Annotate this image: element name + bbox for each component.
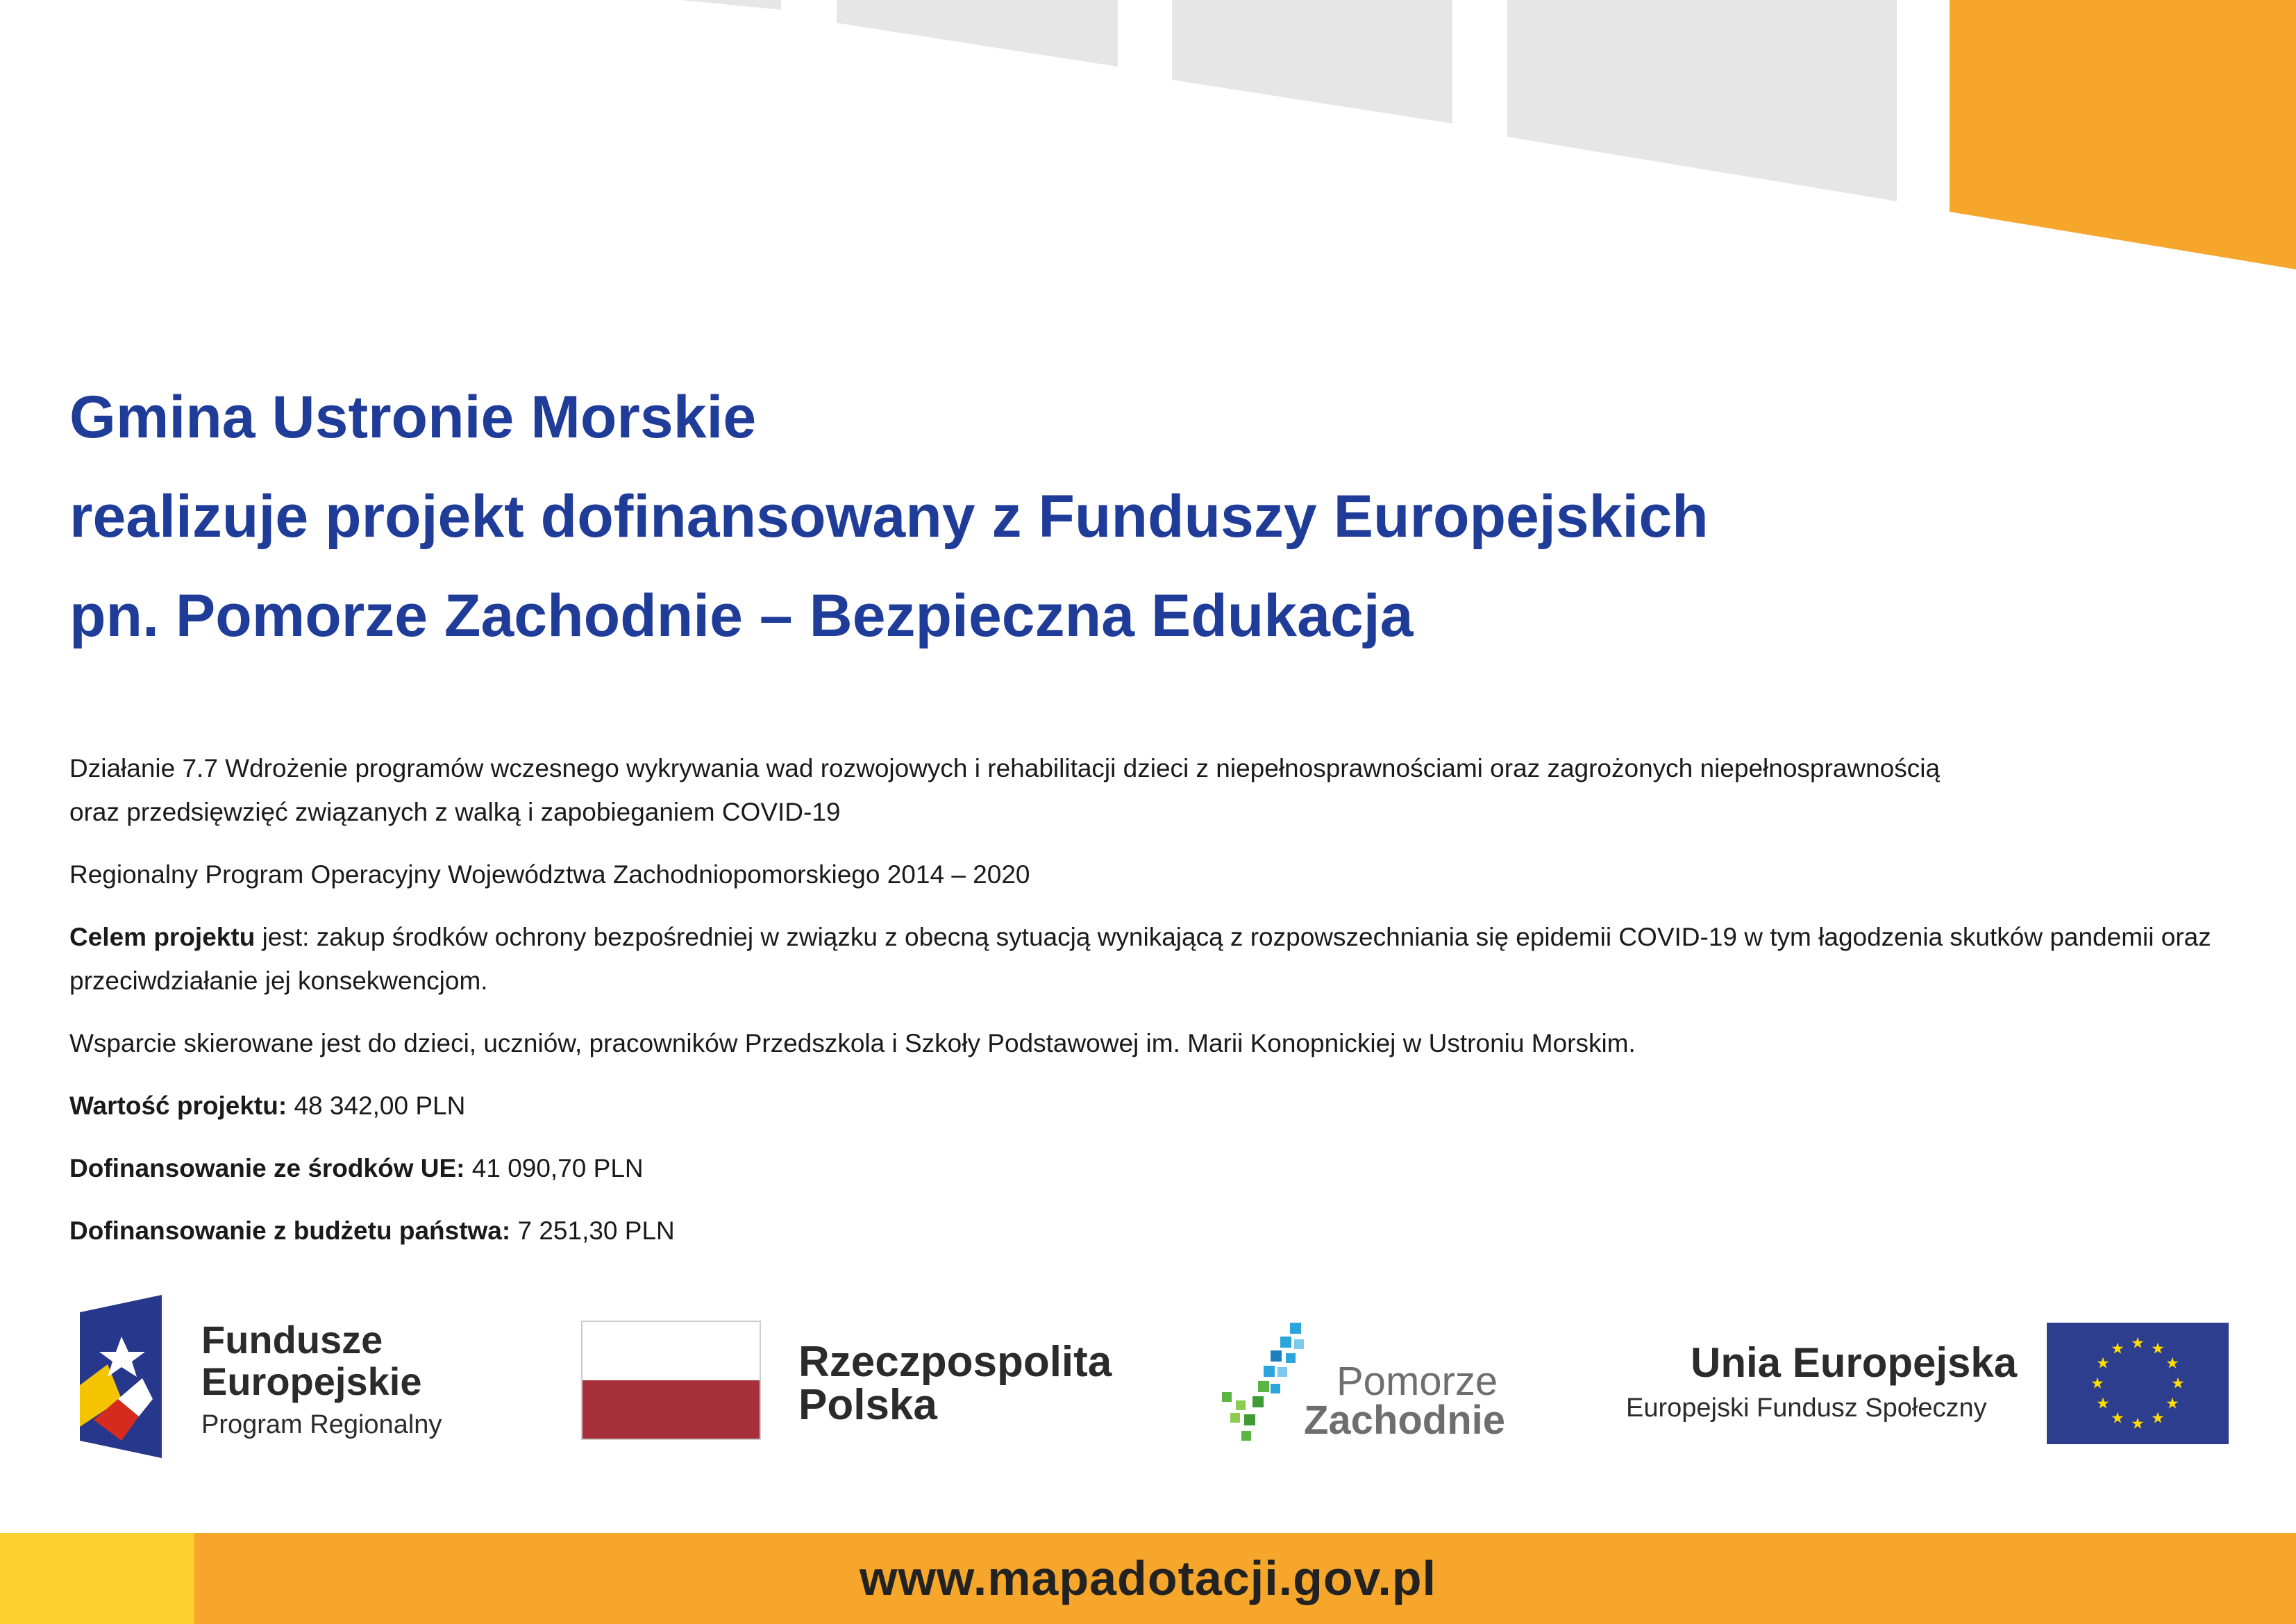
svg-text:★: ★ bbox=[2131, 1415, 2145, 1433]
value-line bbox=[69, 1084, 2236, 1128]
state-funding-amount: 7 251,30 PLN bbox=[510, 1216, 675, 1245]
pz-logo-line-2: Zachodnie bbox=[1304, 1398, 1506, 1443]
svg-text:★: ★ bbox=[2151, 1340, 2165, 1358]
svg-text:★: ★ bbox=[2151, 1409, 2165, 1428]
header-decoration bbox=[0, 0, 2296, 278]
pz-logo-line-1: Pomorze bbox=[1336, 1359, 1498, 1404]
goal-label: Celem projektu bbox=[69, 923, 255, 951]
program-paragraph: Regionalny Program Operacyjny Województwa Zachodniopomorskiego 2014 – 2020 bbox=[69, 860, 1030, 889]
svg-text:★: ★ bbox=[2165, 1355, 2179, 1373]
fundusze-europejskie-logo-icon bbox=[80, 1295, 163, 1458]
eu-funding-label: Dofinansowanie ze środków UE: bbox=[69, 1154, 465, 1182]
svg-text:★: ★ bbox=[2111, 1409, 2125, 1428]
gray-stripe-4 bbox=[1507, 0, 1897, 201]
support-paragraph: Wsparcie skierowane jest do dzieci, uczniów, pracowników Przedszkola i Szkoły Podstawowej im. Marii Konopnickiej w Ustroniu Morskim. bbox=[69, 1029, 1636, 1057]
footer-website-link[interactable]: www.mapadotacji.gov.pl bbox=[860, 1551, 1436, 1605]
title-line-2: realizuje projekt dofinansowany z Funduszy Europejskich bbox=[69, 483, 1709, 550]
title-line-1: Gmina Ustronie Morskie bbox=[69, 384, 757, 451]
state-funding-line bbox=[69, 1209, 2236, 1253]
eu-funding-line bbox=[69, 1146, 2236, 1190]
svg-text:★: ★ bbox=[2165, 1395, 2179, 1413]
footer-bar bbox=[0, 1533, 2296, 1624]
svg-text:★: ★ bbox=[2096, 1355, 2110, 1373]
gray-stripe-3 bbox=[1172, 0, 1452, 124]
value-label: Wartość projektu: bbox=[69, 1091, 287, 1120]
svg-text:★: ★ bbox=[2171, 1375, 2185, 1393]
action-paragraph bbox=[69, 746, 2236, 834]
title-line-3: pn. Pomorze Zachodnie – Bezpieczna Edukacja bbox=[69, 583, 1414, 649]
gray-stripe-1 bbox=[680, 0, 781, 10]
orange-corner bbox=[1950, 0, 2296, 269]
eu-flag-icon bbox=[2047, 1323, 2229, 1444]
svg-text:★: ★ bbox=[2111, 1340, 2125, 1358]
state-funding-label: Dofinansowanie z budżetu państwa: bbox=[69, 1216, 511, 1245]
svg-text:★: ★ bbox=[2096, 1395, 2110, 1413]
action-line-2: oraz przedsięwzięć związanych z walką i zapobieganiem COVID-19 bbox=[69, 798, 841, 826]
fe-logo-line-1: Fundusze bbox=[201, 1318, 383, 1362]
goal-paragraph bbox=[69, 915, 2236, 1003]
rp-logo-line-1: Rzeczpospolita bbox=[798, 1338, 1112, 1386]
action-line-1: Działanie 7.7 Wdrożenie programów wczesnego wykrywania wad rozwojowych i rehabilitacji dzieci z niepełnosprawnościami oraz zagrożonych niepełnosprawnością bbox=[69, 754, 1941, 782]
svg-text:★: ★ bbox=[2090, 1375, 2104, 1393]
rp-logo-line-2: Polska bbox=[798, 1381, 937, 1429]
eu-funding-amount: 41 090,70 PLN bbox=[464, 1154, 644, 1182]
page-title bbox=[69, 368, 1709, 666]
gray-stripe-2 bbox=[837, 0, 1118, 67]
project-details bbox=[69, 746, 2236, 1271]
svg-text:★: ★ bbox=[2131, 1334, 2145, 1353]
fe-logo-line-3: Program Regionalny bbox=[201, 1410, 442, 1439]
fe-logo-line-2: Europejskie bbox=[201, 1359, 422, 1403]
ue-logo-line-1: Unia Europejska bbox=[1691, 1339, 2018, 1386]
goal-text: jest: zakup środków ochrony bezpośredniej w związku z obecną sytuacją wynikającą z rozpowszechniania się epidemii COVID-19 w tym łagodzenia skutków pandemii oraz przeciwdziałanie jej konsekwencjom. bbox=[69, 923, 2211, 995]
polish-flag-icon bbox=[581, 1321, 761, 1440]
value-amount: 48 342,00 PLN bbox=[287, 1091, 466, 1120]
ue-logo-line-2: Europejski Fundusz Społeczny bbox=[1626, 1393, 1987, 1423]
pomorze-zachodnie-logo-icon bbox=[1222, 1323, 1312, 1448]
